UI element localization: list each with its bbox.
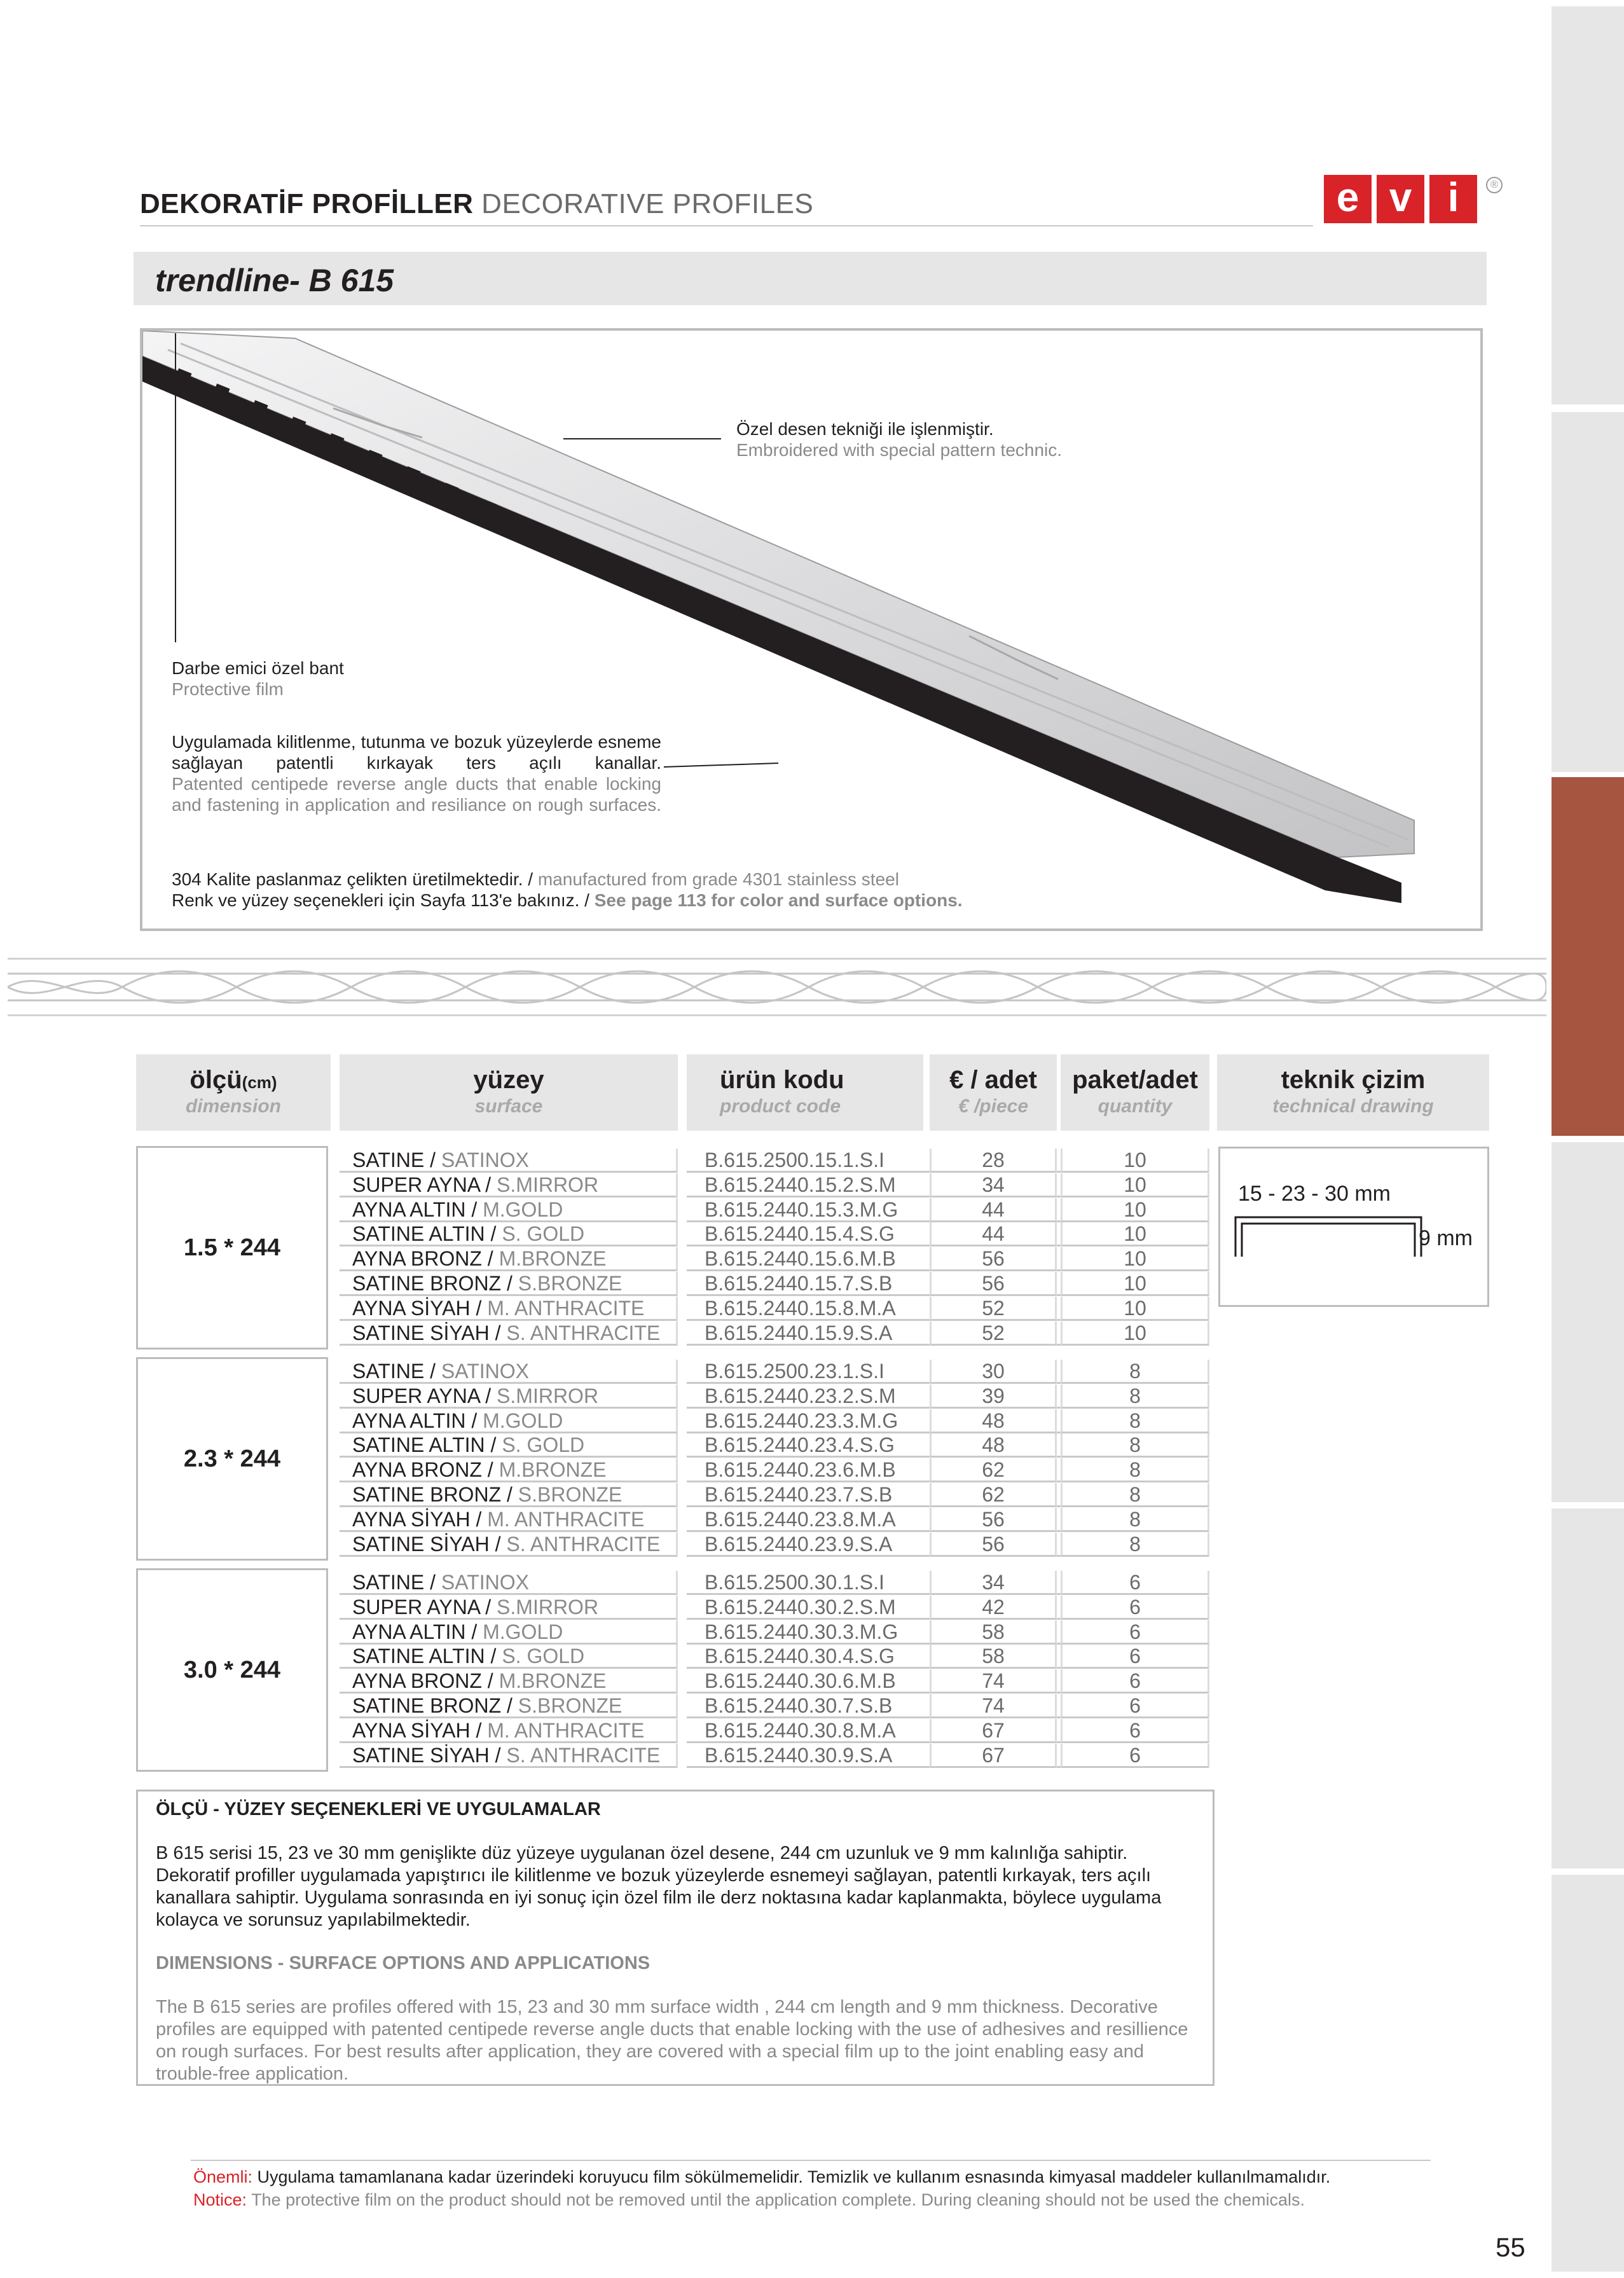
quantity-cell: 6 (1061, 1571, 1209, 1595)
surface-tr: SUPER AYNA / (352, 1173, 492, 1196)
product-code-cell: B.615.2440.23.8.M.A (687, 1508, 1209, 1532)
description-title-en: DIMENSIONS - SURFACE OPTIONS AND APPLICATIONS (156, 1953, 650, 1973)
surface-tr: SATINE ALTIN / (352, 1645, 497, 1668)
column-dimension-tr: ölçü (189, 1066, 242, 1094)
product-code-cell: B.615.2440.30.4.S.G (687, 1645, 1209, 1669)
description-box (136, 1790, 1215, 2086)
column-header-qty (1061, 1054, 1209, 1131)
side-tab-1[interactable] (1552, 6, 1624, 404)
price-cell: 74 (930, 1694, 1057, 1718)
logo-letter-e: e (1324, 175, 1372, 223)
surface-en: S. ANTHRACITE (506, 1532, 661, 1556)
surface-cell (340, 1645, 678, 1669)
price-cell: 28 (930, 1149, 1057, 1173)
price-cell: 48 (930, 1433, 1057, 1458)
product-code-cell: B.615.2440.23.9.S.A (687, 1533, 1209, 1557)
surface-tr: SATINE / (352, 1149, 436, 1171)
surface-en: M.GOLD (483, 1409, 563, 1432)
product-code-cell: B.615.2440.15.4.S.G (687, 1222, 1209, 1246)
surface-en: S. ANTHRACITE (506, 1321, 661, 1344)
annotation-film-tr: Darbe emici özel bant (172, 658, 344, 678)
product-code-cell: B.615.2500.30.1.S.I (687, 1571, 1209, 1595)
surface-en: S. GOLD (502, 1433, 585, 1457)
surface-tr: SATINE SİYAH / (352, 1532, 501, 1556)
evi-logo (1324, 175, 1477, 223)
page-title (140, 188, 813, 220)
annotation-ducts-tr: Uygulamada kilitlenme, tutunma ve bozuk yüzeylerde esneme sağlayan patentli kırkayak ters açılı kanallar. (172, 732, 661, 773)
price-cell: 56 (930, 1272, 1057, 1296)
surface-cell (340, 1272, 678, 1296)
product-code-cell: B.615.2440.30.2.S.M (687, 1596, 1209, 1620)
annotation-material (172, 869, 963, 911)
surface-en: SATINOX (441, 1571, 529, 1594)
surface-en: S.BRONZE (518, 1272, 623, 1295)
surface-en: S.BRONZE (518, 1694, 623, 1717)
side-tab-6[interactable] (1552, 1875, 1624, 2272)
quantity-cell: 6 (1061, 1596, 1209, 1620)
surface-en: S. ANTHRACITE (506, 1743, 661, 1767)
column-drawing-en: technical drawing (1272, 1096, 1434, 1117)
price-cell: 48 (930, 1409, 1057, 1433)
price-cell: 62 (930, 1458, 1057, 1482)
annotation-pattern-tr: Özel desen tekniği ile işlenmiştir. (736, 419, 994, 439)
column-dimension-en: dimension (185, 1096, 281, 1117)
product-code-cell: B.615.2440.23.6.M.B (687, 1458, 1209, 1482)
quantity-cell: 6 (1061, 1645, 1209, 1669)
quantity-cell: 6 (1061, 1620, 1209, 1645)
price-cell: 34 (930, 1571, 1057, 1595)
surface-tr: AYNA ALTIN / (352, 1198, 478, 1221)
product-code-cell: B.615.2440.15.2.S.M (687, 1173, 1209, 1198)
product-code-cell: B.615.2440.15.6.M.B (687, 1247, 1209, 1271)
quantity-cell: 8 (1061, 1533, 1209, 1557)
quantity-cell: 10 (1061, 1272, 1209, 1296)
surface-tr: AYNA BRONZ / (352, 1458, 493, 1482)
price-cell: 56 (930, 1508, 1057, 1532)
column-surface-tr: yüzey (473, 1066, 544, 1094)
notice-en (193, 2190, 1305, 2210)
registered-mark: ® (1486, 177, 1503, 193)
product-code-cell: B.615.2440.23.7.S.B (687, 1483, 1209, 1507)
price-cell: 56 (930, 1247, 1057, 1271)
annotation-ducts-en: Patented centipede reverse angle ducts that enable locking and fastening in application and resiliance on rough surfaces. (172, 774, 661, 815)
surface-tr: SATINE / (352, 1571, 436, 1594)
surface-cell (340, 1149, 678, 1173)
page-number: 55 (1496, 2232, 1525, 2262)
surface-cell (340, 1433, 678, 1458)
price-cell: 58 (930, 1620, 1057, 1645)
product-code-cell: B.615.2500.15.1.S.I (687, 1149, 1209, 1173)
annotation-material-tr: 304 Kalite paslanmaz çelikten üretilmektedir. / (172, 869, 533, 889)
product-code-cell: B.615.2500.23.1.S.I (687, 1360, 1209, 1384)
side-tab-4[interactable] (1552, 1142, 1624, 1502)
dimension-cell: 2.3 * 244 (136, 1357, 328, 1561)
surface-cell (340, 1719, 678, 1743)
price-cell: 30 (930, 1360, 1057, 1384)
surface-tr: SATINE BRONZ / (352, 1694, 513, 1717)
surface-cell (340, 1222, 678, 1246)
surface-tr: AYNA SİYAH / (352, 1507, 482, 1531)
surface-cell (340, 1384, 678, 1409)
product-code-cell: B.615.2440.30.8.M.A (687, 1719, 1209, 1743)
annotation-material-en: manufactured from grade 4301 stainless steel (537, 869, 899, 889)
surface-cell (340, 1458, 678, 1482)
column-header-surface (340, 1054, 678, 1131)
product-code-cell: B.615.2440.30.7.S.B (687, 1694, 1209, 1718)
product-code-cell: B.615.2440.23.2.S.M (687, 1384, 1209, 1409)
quantity-cell: 10 (1061, 1222, 1209, 1246)
column-surface-en: surface (474, 1096, 543, 1117)
surface-tr: AYNA BRONZ / (352, 1247, 493, 1271)
annotation-film (172, 658, 344, 700)
quantity-cell: 10 (1061, 1247, 1209, 1271)
product-illustration-box (140, 328, 1483, 931)
logo-letter-i: i (1429, 175, 1477, 223)
logo-letter-v: v (1377, 175, 1424, 223)
quantity-cell: 8 (1061, 1433, 1209, 1458)
column-header-drawing (1217, 1054, 1489, 1131)
surface-tr: SUPER AYNA / (352, 1384, 492, 1407)
surface-en: S.MIRROR (497, 1595, 599, 1619)
notice-key-en: Notice: (193, 2190, 247, 2209)
surface-tr: AYNA ALTIN / (352, 1409, 478, 1432)
surface-tr: AYNA ALTIN / (352, 1620, 478, 1643)
quantity-cell: 8 (1061, 1384, 1209, 1409)
price-cell: 58 (930, 1645, 1057, 1669)
technical-widths: 15 - 23 - 30 mm (1238, 1182, 1391, 1206)
footer-divider (191, 2160, 1431, 2161)
page-title-en: DECORATIVE PROFILES (481, 188, 814, 219)
surface-tr: AYNA BRONZ / (352, 1669, 493, 1693)
technical-drawing (1218, 1147, 1489, 1307)
price-cell: 56 (930, 1533, 1057, 1557)
price-cell: 44 (930, 1198, 1057, 1222)
price-cell: 44 (930, 1222, 1057, 1246)
surface-en: M.BRONZE (499, 1458, 607, 1482)
dimension-cell: 3.0 * 244 (136, 1568, 328, 1772)
price-cell: 42 (930, 1596, 1057, 1620)
quantity-cell: 8 (1061, 1508, 1209, 1532)
column-header-code (687, 1054, 923, 1131)
price-cell: 67 (930, 1719, 1057, 1743)
surface-en: M. ANTHRACITE (487, 1718, 645, 1742)
surface-en: S.MIRROR (497, 1173, 599, 1196)
quantity-cell: 10 (1061, 1173, 1209, 1198)
surface-en: S. GOLD (502, 1645, 585, 1668)
surface-en: SATINOX (441, 1360, 529, 1383)
surface-tr: SATINE / (352, 1360, 436, 1383)
surface-en: M. ANTHRACITE (487, 1507, 645, 1531)
quantity-cell: 6 (1061, 1744, 1209, 1768)
surface-en: M.GOLD (483, 1620, 563, 1643)
surface-en: S.BRONZE (518, 1483, 623, 1506)
surface-tr: SATINE BRONZ / (352, 1483, 513, 1506)
annotation-pattern (736, 418, 1062, 460)
surface-tr: SATINE ALTIN / (352, 1222, 497, 1246)
surface-cell (340, 1571, 678, 1595)
quantity-cell: 10 (1061, 1322, 1209, 1346)
quantity-cell: 10 (1061, 1198, 1209, 1222)
pattern-graphic (8, 960, 1546, 1014)
surface-tr: SATINE SİYAH / (352, 1743, 501, 1767)
column-dimension-unit: (cm) (242, 1073, 277, 1092)
column-header-dimension (136, 1054, 331, 1131)
quantity-cell: 6 (1061, 1694, 1209, 1718)
surface-cell (340, 1596, 678, 1620)
surface-cell (340, 1533, 678, 1557)
surface-en: M. ANTHRACITE (487, 1296, 645, 1320)
product-code-cell: B.615.2440.15.9.S.A (687, 1322, 1209, 1346)
price-cell: 52 (930, 1322, 1057, 1346)
technical-height: 9 mm (1419, 1226, 1473, 1250)
price-cell: 52 (930, 1297, 1057, 1321)
product-code-cell: B.615.2440.23.4.S.G (687, 1433, 1209, 1458)
annotation-film-en: Protective film (172, 679, 284, 699)
quantity-cell: 10 (1061, 1149, 1209, 1173)
surface-cell (340, 1744, 678, 1768)
model-bar (134, 252, 1487, 305)
column-qty-tr: paket/adet (1072, 1066, 1198, 1094)
model-name: trendline- B 615 (155, 263, 394, 298)
surface-tr: SATINE SİYAH / (352, 1321, 501, 1344)
product-code-cell: B.615.2440.15.7.S.B (687, 1272, 1209, 1296)
column-code-en: product code (720, 1096, 841, 1117)
notice-key-tr: Önemli: (193, 2167, 253, 2186)
price-cell: 67 (930, 1744, 1057, 1768)
surface-en: M.BRONZE (499, 1669, 607, 1693)
surface-cell (340, 1360, 678, 1384)
notice-text-tr: Uygulama tamamlanana kadar üzerindeki koruyucu film sökülmemelidir. Temizlik ve kullanım esnasında kimyasal maddeler kullanılmamalıdır. (257, 2167, 1331, 2186)
price-cell: 74 (930, 1669, 1057, 1694)
page-title-tr: DEKORATİF PROFİLLER (140, 188, 474, 219)
price-cell: 39 (930, 1384, 1057, 1409)
surface-tr: AYNA SİYAH / (352, 1296, 482, 1320)
surface-cell (340, 1669, 678, 1694)
description-body-en: The B 615 series are profiles offered with 15, 23 and 30 mm surface width , 244 cm length and 9 mm thickness. Decorative profiles are equipped with patented centipede reverse angle ducts that enable locking with the use of adhesives and resillience on rough surfaces. For best results after application, they are covered with a special film up to the joint enabling easy and trouble-free application. (156, 1997, 1188, 2084)
price-cell: 62 (930, 1483, 1057, 1507)
product-code-cell: B.615.2440.15.8.M.A (687, 1297, 1209, 1321)
dimension-cell: 1.5 * 244 (136, 1146, 328, 1350)
surface-en: SATINOX (441, 1149, 529, 1171)
surface-cell (340, 1297, 678, 1321)
side-tab-active[interactable] (1552, 777, 1624, 1136)
quantity-cell: 8 (1061, 1409, 1209, 1433)
column-qty-en: quantity (1098, 1096, 1173, 1117)
quantity-cell: 6 (1061, 1669, 1209, 1694)
quantity-cell: 8 (1061, 1360, 1209, 1384)
column-header-price (930, 1054, 1057, 1131)
product-code-cell: B.615.2440.30.6.M.B (687, 1669, 1209, 1694)
surface-en: M.GOLD (483, 1198, 563, 1221)
surface-tr: SATINE BRONZ / (352, 1272, 513, 1295)
quantity-cell: 8 (1061, 1483, 1209, 1507)
side-tab-5[interactable] (1552, 1508, 1624, 1868)
product-code-cell: B.615.2440.15.3.M.G (687, 1198, 1209, 1222)
notice-tr (193, 2167, 1330, 2187)
price-cell: 34 (930, 1173, 1057, 1198)
notice-text-en: The protective film on the product should not be removed until the application complete. During cleaning should not be used the chemicals. (251, 2190, 1305, 2209)
surface-cell (340, 1173, 678, 1198)
annotation-ducts (172, 731, 661, 815)
annotation-color-tr: Renk ve yüzey seçenekleri için Sayfa 113'e bakınız. / (172, 890, 589, 910)
surface-cell (340, 1483, 678, 1507)
header-divider (140, 225, 1313, 226)
quantity-cell: 6 (1061, 1719, 1209, 1743)
product-code-cell: B.615.2440.30.3.M.G (687, 1620, 1209, 1645)
surface-tr: SATINE ALTIN / (352, 1433, 497, 1457)
surface-cell (340, 1322, 678, 1346)
column-price-en: € /piece (958, 1096, 1029, 1117)
surface-cell (340, 1247, 678, 1271)
annotation-pattern-en: Embroidered with special pattern technic. (736, 440, 1063, 460)
side-tab-2[interactable] (1552, 412, 1624, 772)
column-drawing-tr: teknik çizim (1281, 1066, 1426, 1094)
surface-cell (340, 1198, 678, 1222)
surface-en: S. GOLD (502, 1222, 585, 1246)
surface-cell (340, 1508, 678, 1532)
quantity-cell: 8 (1061, 1458, 1209, 1482)
surface-tr: AYNA SİYAH / (352, 1718, 482, 1742)
product-code-cell: B.615.2440.23.3.M.G (687, 1409, 1209, 1433)
surface-cell (340, 1409, 678, 1433)
description-body-tr: B 615 serisi 15, 23 ve 30 mm genişlikte düz yüzeye uygulanan özel desene, 244 cm uzunluk ve 9 mm kalınlığa sahiptir. Dekoratif profiller uygulamada yapıştırıcı ile kilitlenme ve bozuk yüzeylerde esnemeyi sağlayan, patentli kırkayak, ters açılı kanallara sahiptir. Uygulama sonrasında en iyi sonuç için özel film ile derz noktasına kadar kaplanmakta, böylece uygulama kolayca ve sorunsuz yapılabilmektedir. (156, 1843, 1162, 1930)
column-code-tr: ürün kodu (720, 1066, 844, 1094)
description-title-tr: ÖLÇÜ - YÜZEY SEÇENEKLERİ VE UYGULAMALAR (156, 1799, 601, 1819)
profile-section-drawing (1233, 1215, 1424, 1259)
surface-en: M.BRONZE (499, 1247, 607, 1271)
surface-cell (340, 1694, 678, 1718)
annotation-color-en: See page 113 for color and surface options. (594, 890, 963, 910)
quantity-cell: 10 (1061, 1297, 1209, 1321)
surface-en: S.MIRROR (497, 1384, 599, 1407)
column-price-tr: € / adet (949, 1066, 1037, 1094)
product-code-cell: B.615.2440.30.9.S.A (687, 1744, 1209, 1768)
decorative-pattern-strip (8, 958, 1546, 1016)
surface-tr: SUPER AYNA / (352, 1595, 492, 1619)
surface-cell (340, 1620, 678, 1645)
